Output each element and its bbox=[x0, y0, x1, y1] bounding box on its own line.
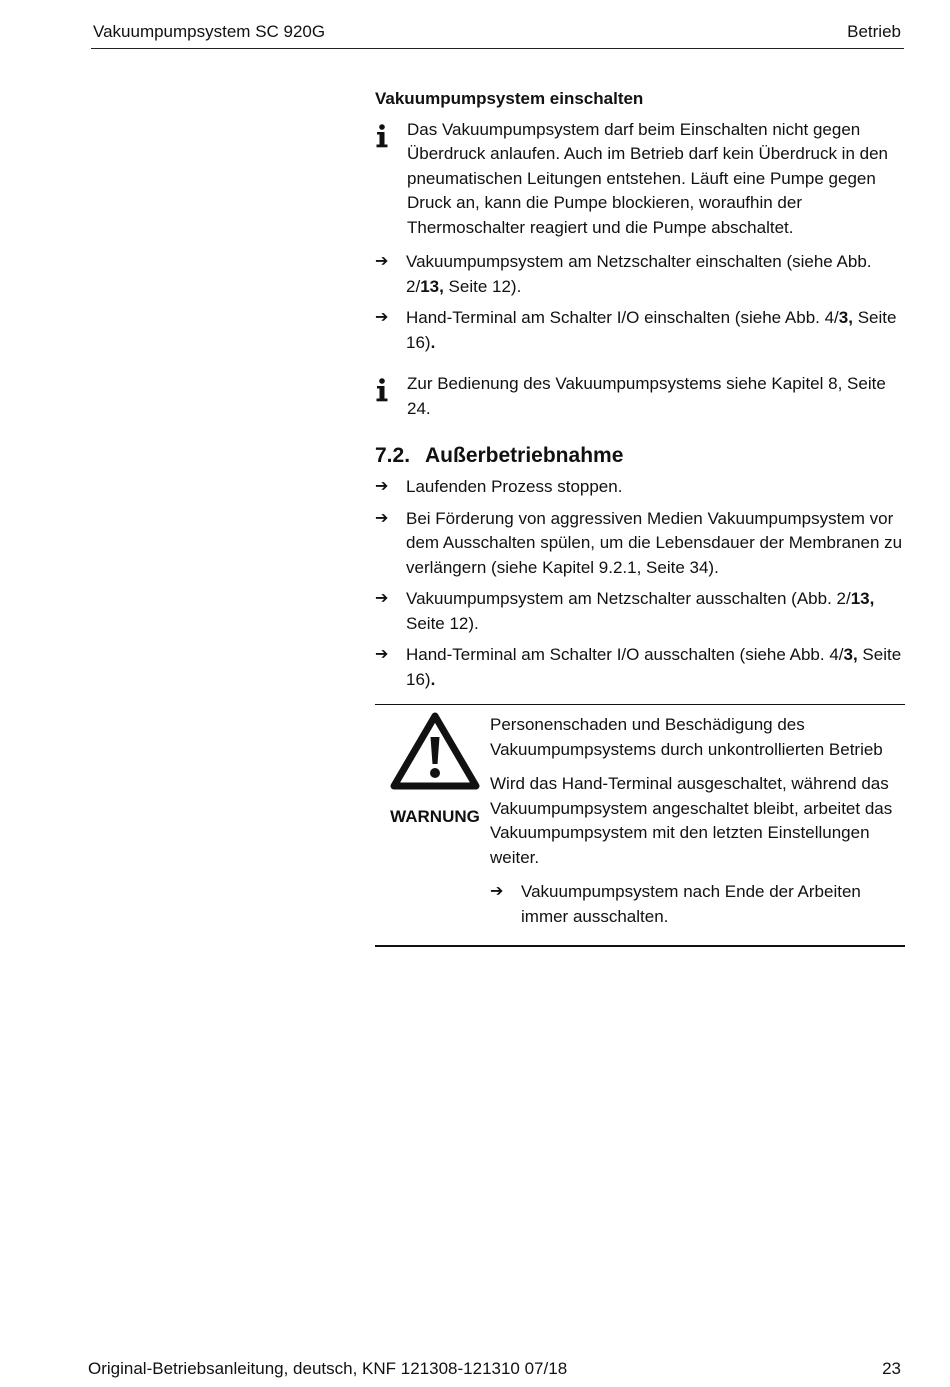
step-ref: 13, bbox=[850, 589, 875, 608]
step-text-end: Seite 16) bbox=[406, 308, 897, 352]
step-period: . bbox=[430, 669, 436, 689]
warning-triangle-icon bbox=[389, 711, 481, 791]
info-note bbox=[375, 118, 905, 241]
section-title: Außerbetriebnahme bbox=[425, 444, 624, 467]
step-ref: 3, bbox=[838, 308, 853, 327]
step-item bbox=[375, 250, 905, 299]
info-icon bbox=[375, 124, 389, 148]
step-text: Hand-Terminal am Schalter I/O einschalten (siehe Abb. 4/ bbox=[406, 308, 839, 327]
header-chapter: Betrieb bbox=[847, 22, 901, 41]
arrow-right-icon: ➔ bbox=[375, 478, 389, 495]
arrow-right-icon: ➔ bbox=[375, 590, 389, 607]
step-text-end: Seite 12). bbox=[406, 613, 479, 633]
warning-title: Personenschaden und Beschädigung des Vakuumpumpsystems durch unkontrollierten Betrieb bbox=[490, 715, 883, 759]
step-ref: 3, bbox=[843, 645, 858, 664]
step-ref: 13, bbox=[420, 276, 444, 296]
step-period: . bbox=[430, 332, 436, 352]
step-text: Bei Förderung von aggressiven Medien Vakuumpumpsystem vor dem Ausschalten spülen, um die Lebensdauer der Membranen zu verlängern (siehe Kapitel 9.2.1, Seite 34). bbox=[406, 508, 903, 577]
step-item bbox=[375, 306, 905, 355]
warning-body bbox=[490, 713, 905, 929]
subheading-switch-on: Vakuumpumpsystem einschalten bbox=[375, 89, 644, 108]
main-content bbox=[375, 87, 905, 947]
warning-label: WARNUNG bbox=[390, 806, 480, 826]
footer-page-number: 23 bbox=[882, 1359, 901, 1378]
arrow-right-icon: ➔ bbox=[490, 883, 504, 900]
step-text: Vakuumpumpsystem am Netzschalter ausschalten (Abb. 2/ bbox=[406, 589, 851, 608]
warning-action bbox=[490, 880, 905, 929]
arrow-right-icon: ➔ bbox=[375, 646, 389, 663]
info-note-text: Zur Bedienung des Vakuumpumpsystems siehe Kapitel 8, Seite 24. bbox=[407, 374, 886, 418]
info-icon bbox=[375, 378, 389, 402]
arrow-right-icon: ➔ bbox=[375, 253, 389, 270]
arrow-right-icon: ➔ bbox=[375, 309, 389, 326]
step-text: Hand-Terminal am Schalter I/O ausschalten (siehe Abb. 4/ bbox=[406, 645, 844, 664]
arrow-right-icon: ➔ bbox=[375, 509, 389, 527]
footer-document-info: Original-Betriebsanleitung, deutsch, KNF 121308-121310 07/18 bbox=[88, 1359, 568, 1378]
step-text-end: Seite 12). bbox=[443, 276, 522, 296]
header-title: Vakuumpumpsystem SC 920G bbox=[93, 22, 326, 41]
info-note bbox=[375, 372, 905, 421]
step-text-end: Seite 16) bbox=[406, 645, 902, 689]
info-note-text: Das Vakuumpumpsystem darf beim Einschalten nicht gegen Überdruck anlaufen. Auch im Betrieb darf kein Überdruck in den pneumatischen Leitungen entstehen. Läuft eine Pumpe gegen Druck an, kann die Pumpe blockieren, woraufhin der Thermoschalter reagiert und die Pumpe abschaltet. bbox=[407, 119, 888, 237]
step-text: Vakuumpumpsystem am Netzschalter einschalten (siehe Abb. 2/ bbox=[406, 252, 872, 296]
section-heading bbox=[375, 442, 905, 470]
warning-action-text: Vakuumpumpsystem nach Ende der Arbeiten immer ausschalten. bbox=[521, 882, 861, 926]
warning-box bbox=[375, 704, 905, 947]
step-item bbox=[375, 507, 905, 581]
step-item bbox=[375, 587, 905, 636]
step-text: Laufenden Prozess stoppen. bbox=[406, 477, 623, 496]
warning-text: Wird das Hand-Terminal ausgeschaltet, während das Vakuumpumpsystem angeschaltet bleibt, arbeitet das Vakuumpumpsystem mit den letzten Einstellungen weiter. bbox=[490, 774, 893, 867]
step-item bbox=[375, 643, 905, 692]
header-divider bbox=[91, 48, 904, 49]
step-item bbox=[375, 475, 905, 500]
section-number: 7.2. bbox=[375, 444, 411, 467]
warning-symbol bbox=[383, 711, 487, 829]
